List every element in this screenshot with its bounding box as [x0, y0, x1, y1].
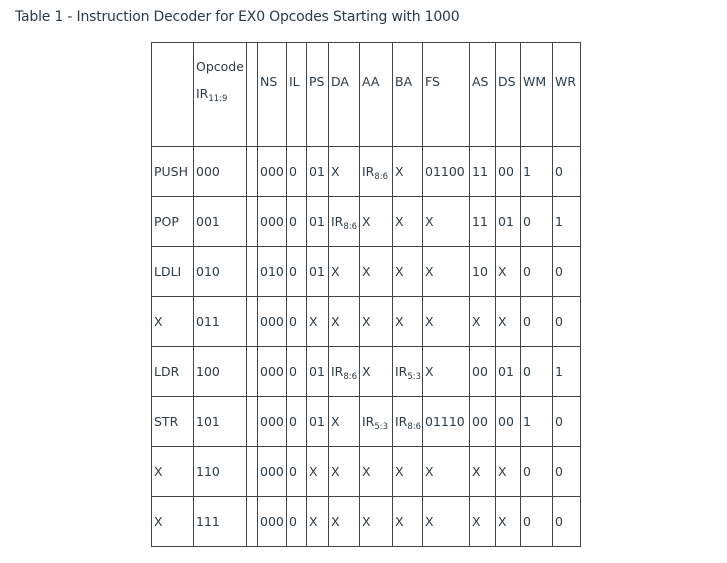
- gap-cell: [247, 247, 258, 297]
- instruction-name-cell: X: [152, 297, 194, 347]
- ns-cell: 000: [258, 497, 287, 547]
- gap-cell: [247, 147, 258, 197]
- table-row: [152, 297, 581, 347]
- il-cell: 0: [287, 247, 307, 297]
- opcode-cell: 111: [194, 497, 247, 547]
- as-cell: 00: [470, 397, 496, 447]
- header-ns: NS: [258, 43, 287, 147]
- header-opcode-cell: [194, 43, 247, 147]
- as-cell: 11: [470, 197, 496, 247]
- opcode-cell: 101: [194, 397, 247, 447]
- da-ir-base: IR: [331, 364, 344, 379]
- ns-cell: 000: [258, 197, 287, 247]
- aa-cell: X: [360, 497, 393, 547]
- il-cell: 0: [287, 497, 307, 547]
- ba-cell: [393, 397, 423, 447]
- instruction-name-cell: X: [152, 497, 194, 547]
- ba-ir-bits: 8:6: [407, 422, 422, 432]
- ns-cell: 000: [258, 297, 287, 347]
- il-cell: 0: [287, 147, 307, 197]
- aa-ir-bits: 5:3: [374, 422, 389, 432]
- as-cell: 00: [470, 347, 496, 397]
- instruction-name-cell: PUSH: [152, 147, 194, 197]
- da-cell: X: [329, 147, 360, 197]
- header-wr: WR: [553, 43, 581, 147]
- opcode-header-ir: [196, 86, 246, 104]
- aa-ir-base: IR: [362, 414, 375, 429]
- table-caption: Table 1 - Instruction Decoder for EX0 Opcodes Starting with 1000: [15, 9, 460, 25]
- ps-cell: 01: [307, 147, 329, 197]
- table-row: [152, 147, 581, 197]
- il-cell: 0: [287, 297, 307, 347]
- wr-cell: 0: [553, 397, 581, 447]
- da-cell: [329, 347, 360, 397]
- table-row: [152, 247, 581, 297]
- header-row: [152, 43, 581, 147]
- opcode-cell: 000: [194, 147, 247, 197]
- header-il: IL: [287, 43, 307, 147]
- aa-ir-bits: 8:6: [374, 172, 389, 182]
- gap-cell: [247, 397, 258, 447]
- aa-cell: X: [360, 197, 393, 247]
- da-cell: X: [329, 397, 360, 447]
- header-aa: AA: [360, 43, 393, 147]
- table-row: [152, 347, 581, 397]
- ba-cell: [393, 347, 423, 397]
- instruction-name-cell: LDR: [152, 347, 194, 397]
- aa-cell: [360, 147, 393, 197]
- instruction-name-cell: LDLI: [152, 247, 194, 297]
- instruction-name-cell: POP: [152, 197, 194, 247]
- ba-cell: X: [393, 147, 423, 197]
- wr-cell: 1: [553, 347, 581, 397]
- wm-cell: 0: [521, 247, 553, 297]
- ba-cell: X: [393, 447, 423, 497]
- header-fs: FS: [423, 43, 470, 147]
- table-body: [152, 43, 581, 547]
- opcode-ir-base: IR: [196, 86, 209, 101]
- ns-cell: 000: [258, 347, 287, 397]
- opcode-cell: 100: [194, 347, 247, 397]
- header-wm: WM: [521, 43, 553, 147]
- gap-cell: [247, 497, 258, 547]
- instruction-decoder-table: [151, 42, 581, 547]
- as-cell: X: [470, 297, 496, 347]
- ds-cell: X: [496, 497, 521, 547]
- aa-ir-base: IR: [362, 164, 375, 179]
- wr-cell: 0: [553, 497, 581, 547]
- ps-cell: X: [307, 447, 329, 497]
- instruction-name-cell: STR: [152, 397, 194, 447]
- opcode-cell: 110: [194, 447, 247, 497]
- ps-cell: X: [307, 497, 329, 547]
- da-cell: X: [329, 497, 360, 547]
- wr-cell: 0: [553, 247, 581, 297]
- table-row: [152, 197, 581, 247]
- as-cell: 10: [470, 247, 496, 297]
- ba-cell: X: [393, 197, 423, 247]
- wm-cell: 0: [521, 447, 553, 497]
- ba-ir-base: IR: [395, 364, 408, 379]
- wr-cell: 1: [553, 197, 581, 247]
- ds-cell: 01: [496, 347, 521, 397]
- da-ir-bits: 8:6: [343, 222, 358, 232]
- opcode-header-title: Opcode: [196, 59, 244, 74]
- fs-cell: X: [423, 197, 470, 247]
- ba-cell: X: [393, 497, 423, 547]
- header-ps: PS: [307, 43, 329, 147]
- gap-cell: [247, 447, 258, 497]
- aa-cell: X: [360, 297, 393, 347]
- ba-ir-bits: 5:3: [407, 372, 422, 382]
- wm-cell: 0: [521, 297, 553, 347]
- as-cell: X: [470, 447, 496, 497]
- ns-cell: 000: [258, 147, 287, 197]
- aa-cell: [360, 397, 393, 447]
- opcode-cell: 001: [194, 197, 247, 247]
- table-row: [152, 497, 581, 547]
- ds-cell: X: [496, 247, 521, 297]
- as-cell: 11: [470, 147, 496, 197]
- fs-cell: X: [423, 447, 470, 497]
- ps-cell: 01: [307, 197, 329, 247]
- gap-cell: [247, 297, 258, 347]
- ba-ir-base: IR: [395, 414, 408, 429]
- opcode-cell: 011: [194, 297, 247, 347]
- header-da: DA: [329, 43, 360, 147]
- da-cell: X: [329, 247, 360, 297]
- wr-cell: 0: [553, 297, 581, 347]
- da-ir-base: IR: [331, 214, 344, 229]
- wm-cell: 1: [521, 147, 553, 197]
- ps-cell: X: [307, 297, 329, 347]
- ds-cell: X: [496, 447, 521, 497]
- wm-cell: 1: [521, 397, 553, 447]
- wm-cell: 0: [521, 197, 553, 247]
- wr-cell: 0: [553, 447, 581, 497]
- fs-cell: 01110: [423, 397, 470, 447]
- fs-cell: X: [423, 297, 470, 347]
- opcode-ir-bits: 11:9: [208, 94, 228, 104]
- wm-cell: 0: [521, 497, 553, 547]
- header-gap-cell: [247, 43, 258, 147]
- aa-cell: X: [360, 247, 393, 297]
- fs-cell: 01100: [423, 147, 470, 197]
- il-cell: 0: [287, 447, 307, 497]
- da-cell: X: [329, 297, 360, 347]
- header-instruction-cell: [152, 43, 194, 147]
- instruction-name-cell: X: [152, 447, 194, 497]
- ns-cell: 010: [258, 247, 287, 297]
- wr-cell: 0: [553, 147, 581, 197]
- da-cell: [329, 197, 360, 247]
- header-as: AS: [470, 43, 496, 147]
- fs-cell: X: [423, 247, 470, 297]
- as-cell: X: [470, 497, 496, 547]
- ba-cell: X: [393, 247, 423, 297]
- ds-cell: X: [496, 297, 521, 347]
- ds-cell: 01: [496, 197, 521, 247]
- il-cell: 0: [287, 397, 307, 447]
- aa-cell: X: [360, 347, 393, 397]
- gap-cell: [247, 197, 258, 247]
- fs-cell: X: [423, 347, 470, 397]
- header-ba: BA: [393, 43, 423, 147]
- ns-cell: 000: [258, 447, 287, 497]
- ba-cell: X: [393, 297, 423, 347]
- wm-cell: 0: [521, 347, 553, 397]
- da-cell: X: [329, 447, 360, 497]
- header-ds: DS: [496, 43, 521, 147]
- il-cell: 0: [287, 347, 307, 397]
- aa-cell: X: [360, 447, 393, 497]
- opcode-cell: 010: [194, 247, 247, 297]
- gap-cell: [247, 347, 258, 397]
- fs-cell: X: [423, 497, 470, 547]
- ps-cell: 01: [307, 247, 329, 297]
- table-row: [152, 447, 581, 497]
- ns-cell: 000: [258, 397, 287, 447]
- ps-cell: 01: [307, 397, 329, 447]
- ds-cell: 00: [496, 147, 521, 197]
- ds-cell: 00: [496, 397, 521, 447]
- il-cell: 0: [287, 197, 307, 247]
- da-ir-bits: 8:6: [343, 372, 358, 382]
- ps-cell: 01: [307, 347, 329, 397]
- table-row: [152, 397, 581, 447]
